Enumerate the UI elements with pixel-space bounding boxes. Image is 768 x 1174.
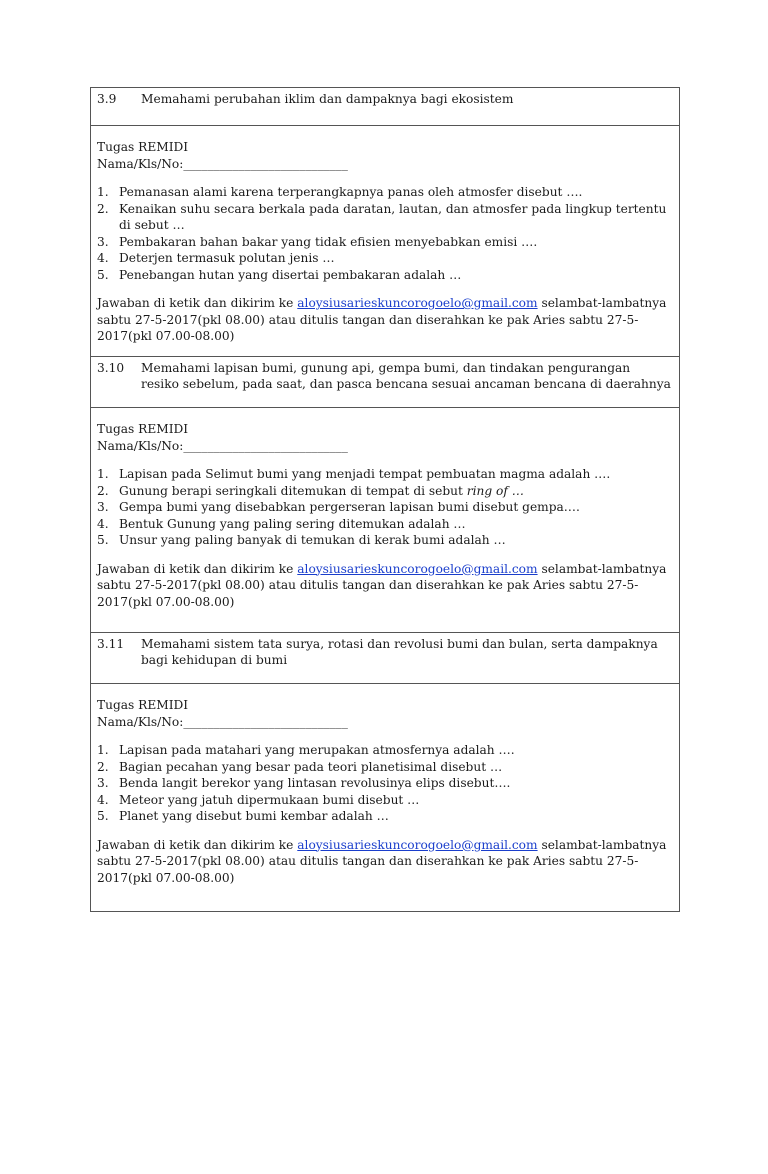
question-item: 2. Gunung berapi seringkali ditemukan di tempat di sebut ring of … — [97, 483, 524, 498]
question-item: 3. Pembakaran bahan bakar yang tidak efisien menyebabkan emisi …. — [97, 234, 538, 249]
question-item: 1. Lapisan pada matahari yang merupakan atmosfernya adalah …. — [97, 743, 515, 757]
competency-title: Memahami perubahan iklim dan dampaknya bagi ekosistem — [141, 92, 514, 106]
section-body-3-10 — [91, 407, 679, 632]
section-header-3-9 — [91, 88, 679, 125]
submission-note: Jawaban di ketik dan dikirim ke aloysiusarieskuncorogoelo@gmail.com selambat-lambatnya sabtu 27-5-2017(pkl 08.00) atau ditulis tangan dan diserahkan ke pak Aries sabtu 27-5-2017(pkl 07.00-08.00) — [97, 561, 667, 609]
name-line: Nama/Kls/No:___________________________ — [97, 438, 348, 453]
question-item: 3. Gempa bumi yang disebabkan pergerseran lapisan bumi disebut gempa…. — [97, 500, 580, 514]
section-body-3-11 — [91, 683, 679, 911]
competency-code: 3.10 — [97, 361, 125, 375]
email-link[interactable]: aloysiusarieskuncorogoelo@gmail.com — [297, 837, 538, 852]
question-item: 5. Unsur yang paling banyak di temukan di kerak bumi adalah … — [97, 533, 506, 547]
email-link[interactable]: aloysiusarieskuncorogoelo@gmail.com — [297, 296, 538, 310]
question-item: 1. Lapisan pada Selimut bumi yang menjadi tempat pembuatan magma adalah …. — [97, 467, 611, 481]
question-item: 4. Meteor yang jatuh dipermukaan bumi disebut … — [97, 792, 420, 807]
question-item: 3. Benda langit berekor yang lintasan revolusinya elips disebut…. — [97, 776, 511, 790]
question-list — [97, 742, 671, 825]
remedial-table — [90, 87, 680, 912]
competency-code: 3.9 — [97, 92, 117, 106]
section-header-3-11 — [91, 632, 679, 683]
question-item: 1. Pemanasan alami karena terperangkapnya panas oleh atmosfer disebut …. — [97, 185, 583, 199]
submission-note: Jawaban di ketik dan dikirim ke aloysiusarieskuncorogoelo@gmail.com selambat-lambatnya sabtu 27-5-2017(pkl 08.00) atau ditulis tangan dan diserahkan ke pak Aries sabtu 27-5-2017(pkl 07.00-08.00) — [97, 296, 667, 343]
competency-title: Memahami lapisan bumi, gunung api, gempa bumi, dan tindakan pengurangan resiko sebelum, pada saat, dan pasca bencana sesuai ancaman bencana di daerahnya — [141, 361, 671, 391]
question-item: 4. Bentuk Gunung yang paling sering ditemukan adalah … — [97, 516, 466, 531]
question-item: 4. Deterjen termasuk polutan jenis … — [97, 251, 335, 265]
question-list — [97, 184, 671, 283]
task-title: Tugas REMIDI — [97, 698, 189, 712]
competency-code: 3.11 — [97, 637, 125, 651]
question-item: 5. Penebangan hutan yang disertai pembakaran adalah … — [97, 267, 462, 282]
submission-note: Jawaban di ketik dan dikirim ke aloysiusarieskuncorogoelo@gmail.com selambat-lambatnya sabtu 27-5-2017(pkl 08.00) atau ditulis tangan dan diserahkan ke pak Aries sabtu 27-5-2017(pkl 07.00-08.00) — [97, 837, 667, 885]
section-header-3-10 — [91, 356, 679, 407]
question-item: 2. Kenaikan suhu secara berkala pada daratan, lautan, dan atmosfer pada lingkup tertentu di sebut … — [97, 201, 667, 232]
email-link[interactable]: aloysiusarieskuncorogoelo@gmail.com — [297, 561, 538, 576]
name-line: Nama/Kls/No:___________________________ — [97, 156, 348, 171]
task-title: Tugas REMIDI — [97, 422, 189, 436]
name-line: Nama/Kls/No:___________________________ — [97, 714, 348, 729]
task-title: Tugas REMIDI — [97, 140, 189, 154]
question-list — [97, 466, 671, 549]
question-item: 5. Planet yang disebut bumi kembar adalah … — [97, 809, 389, 823]
competency-title: Memahami sistem tata surya, rotasi dan revolusi bumi dan bulan, serta dampaknya bagi kehidupan di bumi — [141, 637, 658, 667]
question-item: 2. Bagian pecahan yang besar pada teori planetisimal disebut … — [97, 759, 503, 774]
section-body-3-9 — [91, 125, 679, 356]
